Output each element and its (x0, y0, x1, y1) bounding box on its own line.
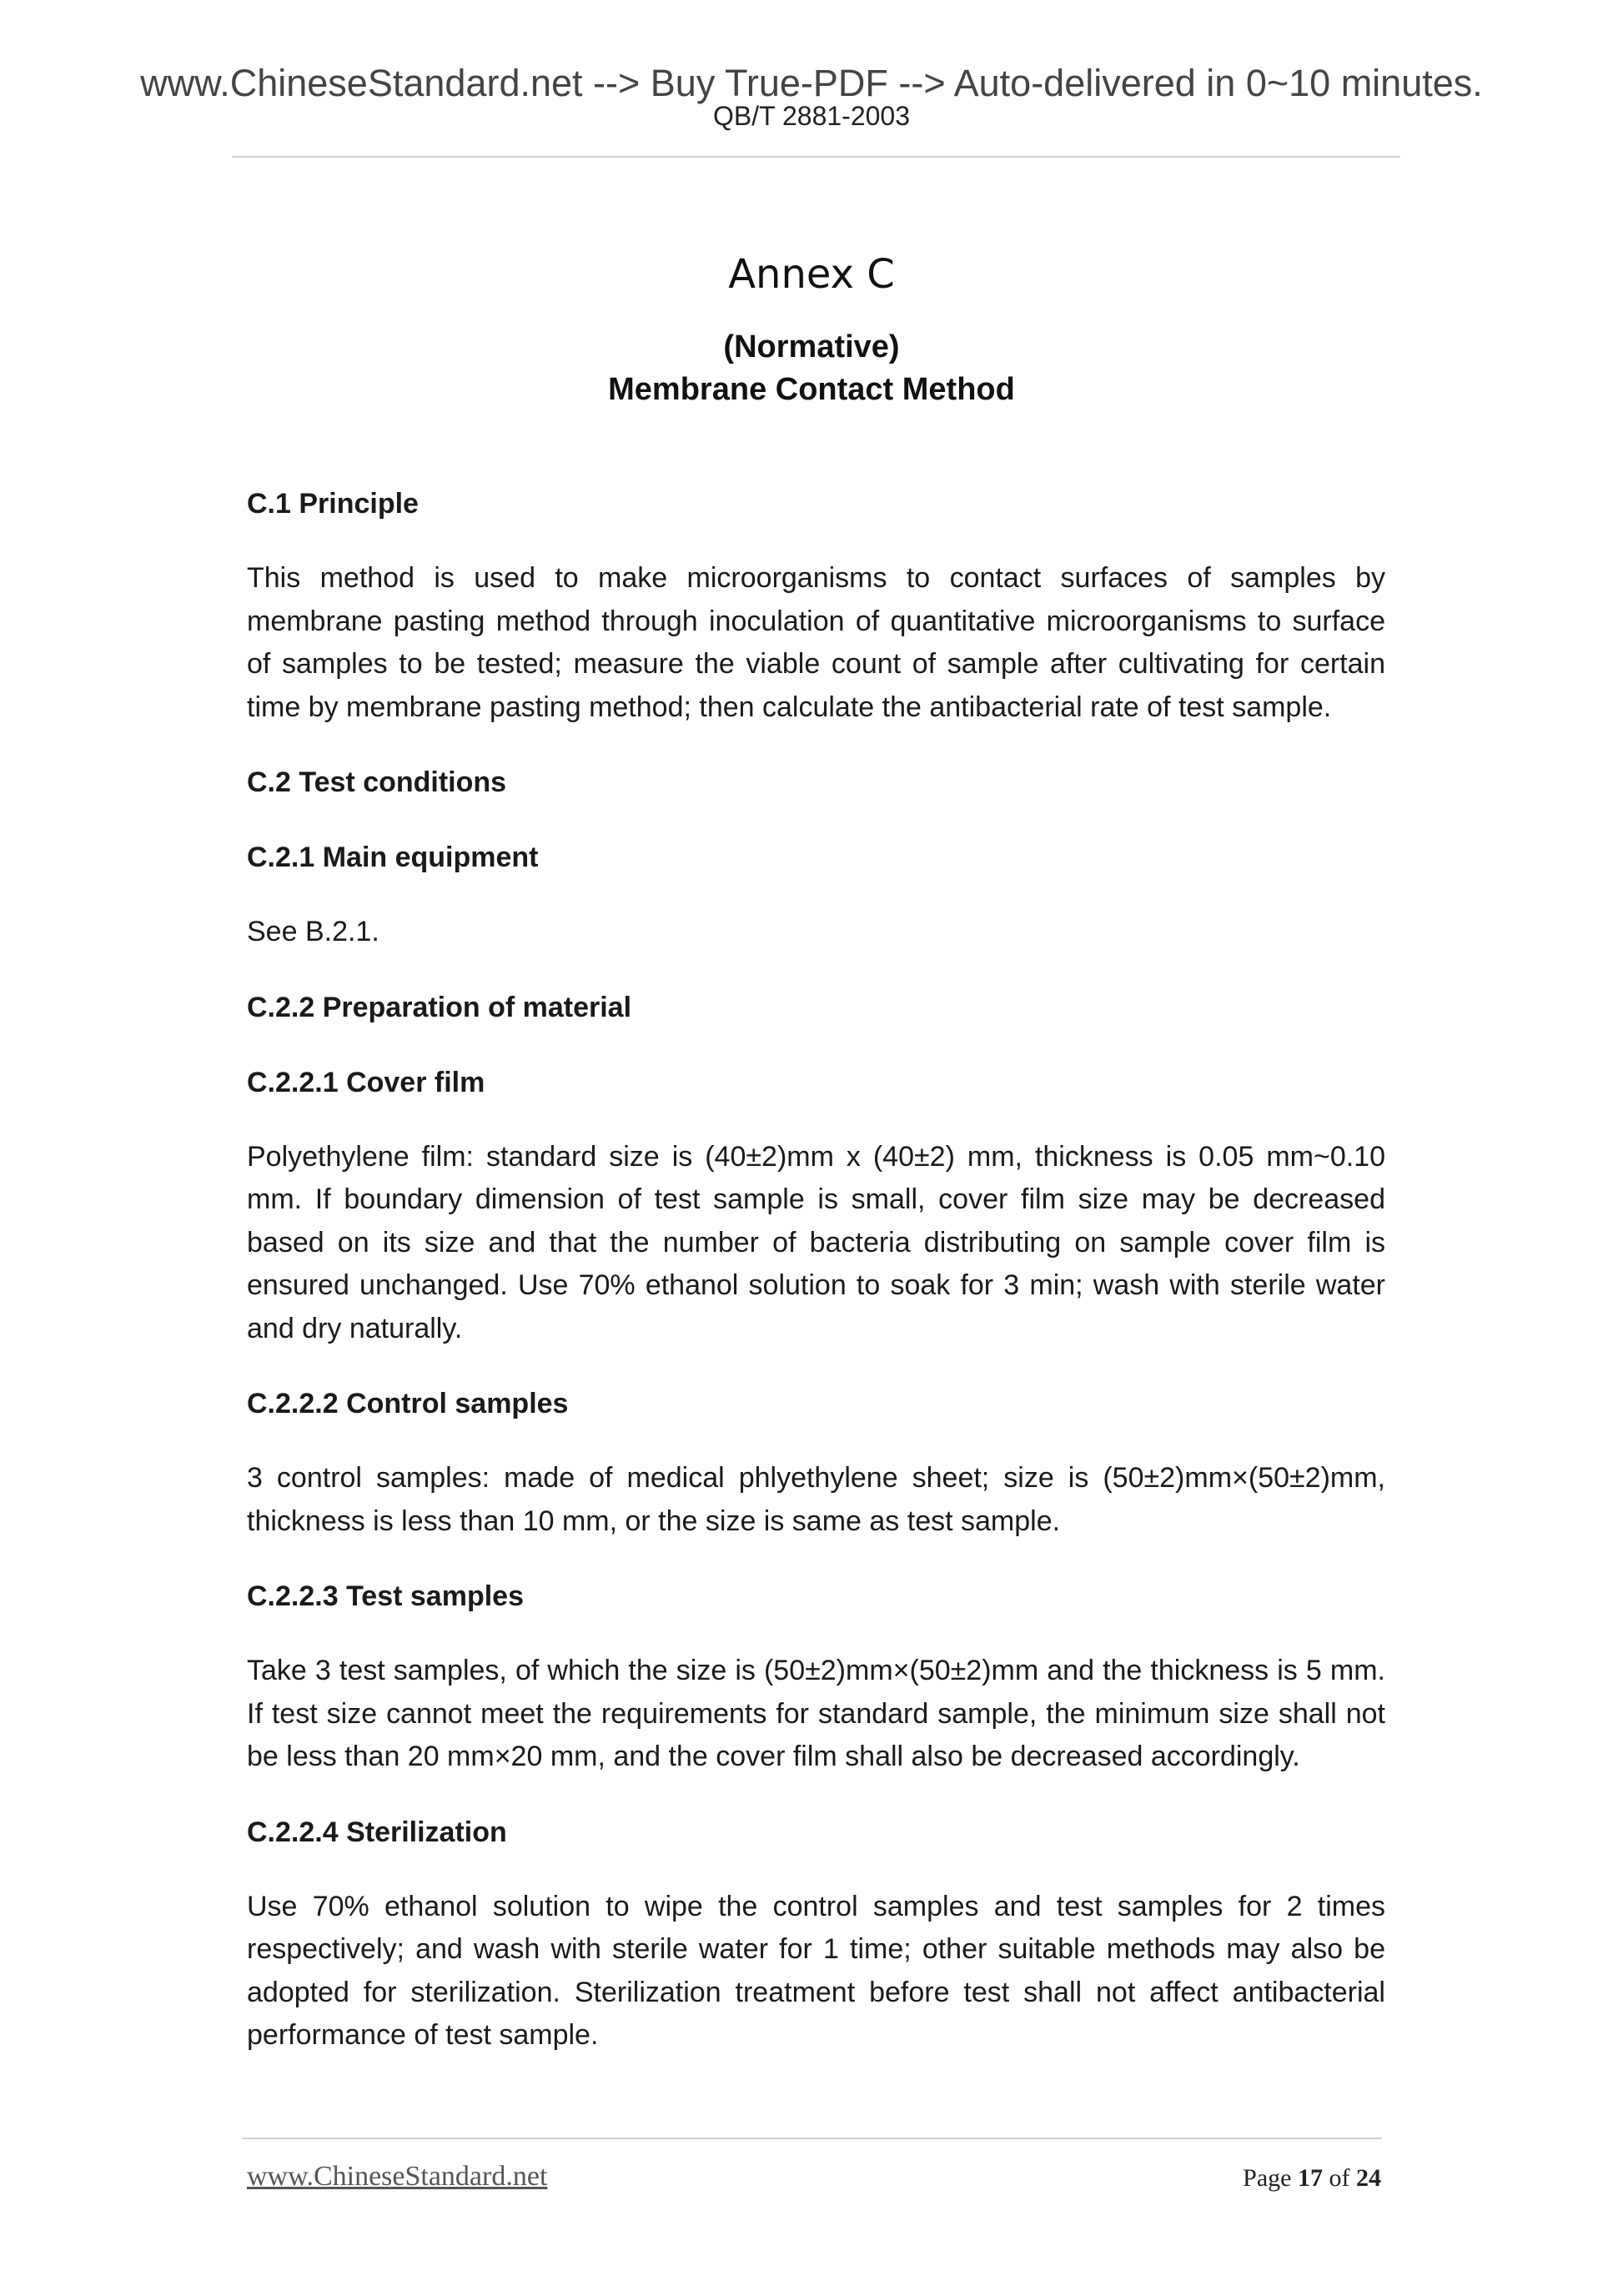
section-text-c223: Take 3 test samples, of which the size is (50±2)mm×(50±2)mm and the thickness is 5 mm. If test size cannot meet the requirements for standard sample, the minimum size shall not be less than 20 mm×20 mm, and the cover film shall also be decreased accordingly. (247, 1655, 1385, 1772)
section-heading-c22: C.2.2 Preparation of material (247, 991, 632, 1023)
section-heading-c223: C.2.2.3 Test samples (247, 1580, 524, 1612)
section-heading-c2: C.2 Test conditions (247, 766, 507, 798)
page-of: of (1329, 2164, 1350, 2192)
annex-name: Membrane Contact Method (608, 372, 1015, 407)
page-current: 17 (1298, 2164, 1323, 2192)
section-heading-c221: C.2.2.1 Cover film (247, 1066, 485, 1098)
document-code: QB/T 2881-2003 (712, 101, 910, 131)
header-banner: www.ChineseStandard.net --> Buy True-PDF --> Auto-delivered in 0~10 minutes. (140, 62, 1483, 104)
section-text-c21: See B.2.1. (247, 916, 379, 947)
section-heading-c21: C.2.1 Main equipment (247, 842, 539, 873)
section-heading-c224: C.2.2.4 Sterilization (247, 1816, 507, 1848)
section-heading-c1: C.1 Principle (247, 488, 419, 520)
footer-divider (242, 2138, 1382, 2139)
document-body (247, 482, 1385, 2089)
page-number (1243, 2163, 1381, 2193)
section-text-c1: This method is used to make microorganisms to contact surfaces of samples by membrane pasting method through inoculation of quantitative microorganisms to surface of samples to be tested; measure the viable count of sample after cultivating for certain time by membrane pasting method; then calculate the antibacterial rate of test sample. (247, 562, 1385, 723)
section-text-c224: Use 70% ethanol solution to wipe the control samples and test samples for 2 times respectively; and wash with sterile water for 1 time; other suitable methods may also be adopted for sterilization. Sterilization treatment before test shall not affect antibacterial performance of test sample. (247, 1890, 1385, 2051)
page-label: Page (1243, 2164, 1292, 2192)
footer-site-link[interactable]: www.ChineseStandard.net (247, 2161, 548, 2192)
section-text-c221: Polyethylene film: standard size is (40±2)mm x (40±2) mm, thickness is 0.05 mm~0.10 mm. If boundary dimension of test sample is small, cover film size may be decreased based on its size and that the number of bacteria distributing on sample cover film is ensured unchanged. Use 70% ethanol solution to soak for 3 min; wash with sterile water and dry naturally. (247, 1140, 1385, 1344)
annex-title: Annex C (728, 251, 895, 298)
section-heading-c222: C.2.2.2 Control samples (247, 1388, 569, 1419)
annex-type: (Normative) (723, 329, 900, 364)
page-total: 24 (1356, 2164, 1381, 2192)
section-text-c222: 3 control samples: made of medical phlyethylene sheet; size is (50±2)mm×(50±2)mm, thickness is less than 10 mm, or the size is same as test sample. (247, 1462, 1385, 1537)
header-divider (232, 156, 1400, 158)
